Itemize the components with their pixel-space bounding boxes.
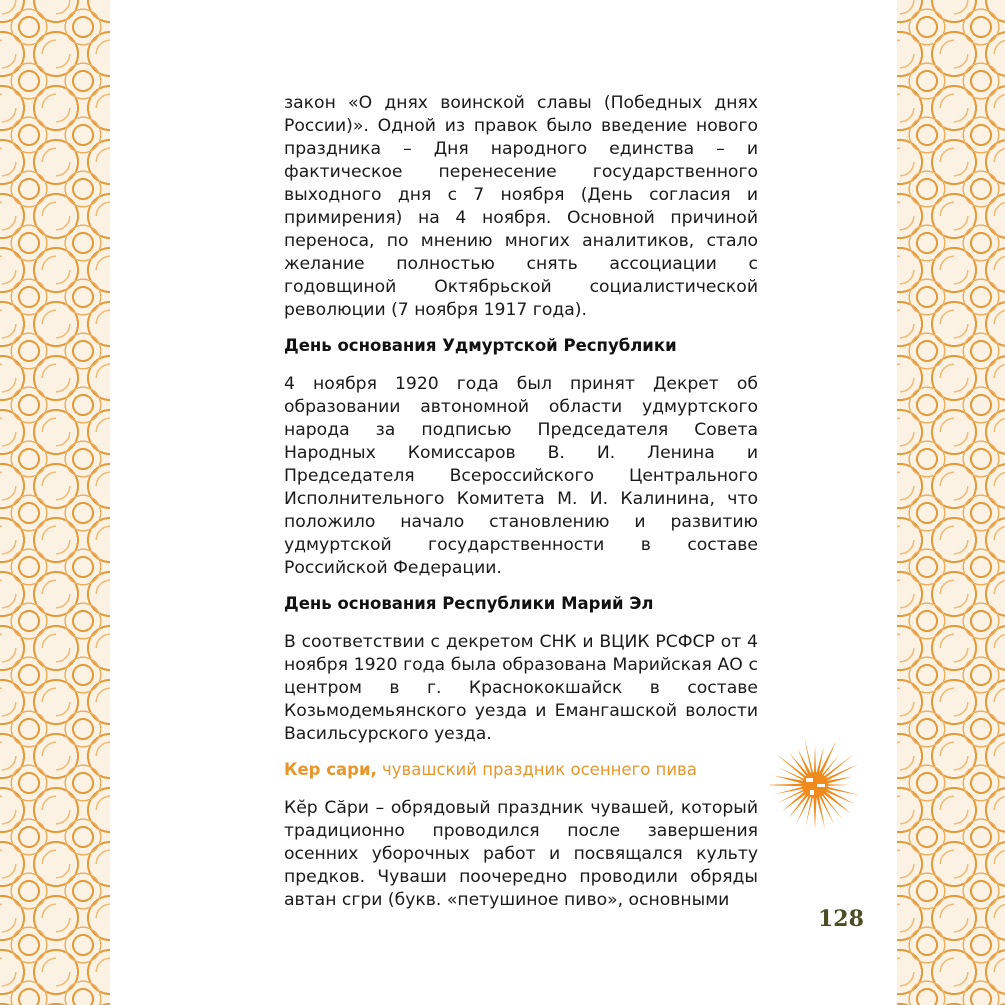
heading-ker-sari-bold: Кер сари, [284,760,377,779]
heading-ker-sari-rest: чувашский праздник осеннего пива [376,760,697,779]
paragraph-udmurtia: 4 ноября 1920 года был принят Декрет об образовании автономной области удмуртского народа за подписью Председателя Совета Народных Комиссаров В. И. Ленина и Председателя Всероссийского Центрального Исполнительного Комитета М. И. Калинина, что положило начало становлению и развитию удмуртской государственности в составе Российской Федерации. [284,374,758,578]
ornamental-border-right [897,0,1005,1005]
ornamental-border-left [0,0,110,1005]
page-number: 128 [818,906,864,932]
heading-mari-el: День основания Республики Марий Эл [284,594,654,613]
paragraph-intro: закон «О днях воинской славы (Победных днях России)». Одной из правок было введение нового праздника – Дня народного единства – и фактическое перенесение государственного выходного дня с 7 ноября (День согласия и примирения) на 4 ноября. Основной причиной переноса, по мнению многих аналитиков, стало желание полностью снять ассоциации с годовщиной Октябрьской социалистической революции (7 ноября 1917 года). [284,93,758,320]
heading-ker-sari [284,758,758,781]
paragraph-mari-el: В соответствии с декретом СНК и ВЦИК РСФСР от 4 ноября 1920 года была образована Марийская АО с центром в г. Краснококшайск в составе Козьмодемьянского уезда и Емангашской волости Васильсурского уезда. [284,632,758,744]
heading-udmurtia: День основания Удмуртской Республики [284,336,677,355]
page-content [284,92,758,912]
sun-burst-icon [770,740,860,830]
paragraph-ker-sari: Кĕр Сăри – обрядовый праздник чувашей, который традиционно проводился после завершения осенних уборочных работ и посвящался культу предков. Чуваши поочередно проводили обряды автан сгри (букв. «петушиное пиво», основными [284,798,758,910]
